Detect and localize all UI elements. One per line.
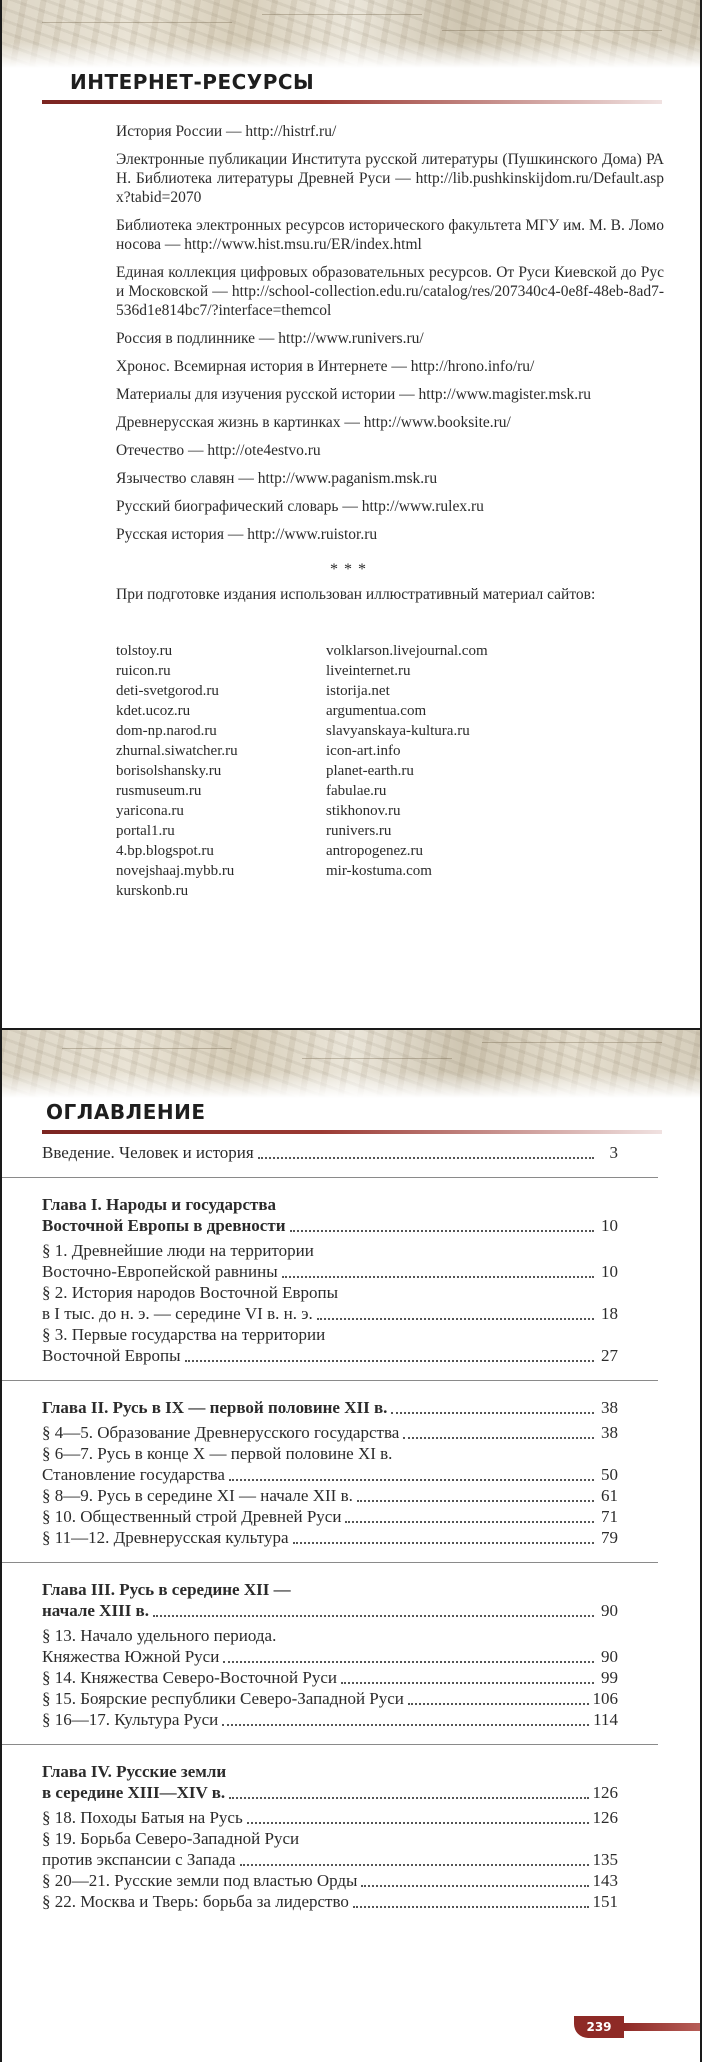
illustration-credit-text: При подготовке издания использован иллюстративный материал сайтов:	[116, 586, 596, 603]
leader-dots	[290, 1230, 595, 1232]
section-title: § 18. Походы Батыя на Русь	[42, 1808, 243, 1827]
section-title: § 13. Начало удельного периода.	[42, 1626, 277, 1645]
section-title: Становление государства	[42, 1465, 225, 1484]
toc-page-number: 71	[601, 1507, 618, 1526]
leader-dots	[353, 1906, 589, 1908]
toc-page-number: 143	[592, 1871, 618, 1890]
site-name: borisolshansky.ru	[116, 763, 222, 779]
toc-page-number: 114	[593, 1710, 618, 1729]
site-name: ruicon.ru	[116, 663, 171, 679]
sites-list-left	[116, 641, 238, 901]
site-name: slavyanskaya-kultura.ru	[326, 723, 470, 739]
toc-entry-section[interactable]	[42, 1303, 618, 1324]
section-title: § 6—7. Русь в конце X — первой половине XI в.	[42, 1444, 393, 1463]
toc-page-number: 10	[601, 1262, 618, 1281]
leader-dots	[222, 1724, 589, 1726]
site-name: mir-kostuma.com	[326, 863, 432, 879]
toc-entry-section[interactable]	[42, 1527, 618, 1548]
leader-dots	[403, 1437, 594, 1439]
section-title: § 4—5. Образование Древнерусского государства	[42, 1423, 400, 1442]
chapter-title: в середине XIII—XIV в.	[42, 1783, 226, 1802]
page-title: ОГЛАВЛЕНИЕ	[46, 1100, 206, 1124]
section-title: Восточной Европы	[42, 1346, 181, 1365]
site-name: istorija.net	[326, 683, 390, 699]
page-number-badge: 239	[574, 2016, 624, 2038]
section-title: Княжества Южной Руси	[42, 1647, 220, 1666]
toc-entry-section[interactable]	[42, 1464, 618, 1485]
chapter-title: Восточной Европы в древности	[42, 1216, 286, 1235]
site-name: icon-art.info	[326, 743, 401, 759]
section-title: § 19. Борьба Северо-Западной Руси	[42, 1829, 300, 1848]
site-name: zhurnal.siwatcher.ru	[116, 743, 238, 759]
site-name: stikhonov.ru	[326, 803, 401, 819]
section-title: в I тыс. до н. э. — середине VI в. н. э.	[42, 1304, 313, 1323]
section-title: Восточно-Европейской равнины	[42, 1262, 278, 1281]
resource-item: Хронос. Всемирная история в Интернете — http://hrono.info/ru/	[116, 358, 535, 375]
toc-entry-section[interactable]	[42, 1422, 618, 1443]
site-name: planet-earth.ru	[326, 763, 414, 779]
toc-page-number: 38	[601, 1398, 618, 1417]
toc-entry-section[interactable]	[42, 1506, 618, 1527]
page-title: ИНТЕРНЕТ-РЕСУРСЫ	[70, 70, 315, 94]
toc-entry-section[interactable]	[42, 1807, 618, 1828]
toc-page-number: 61	[601, 1486, 618, 1505]
site-name: kurskonb.ru	[116, 883, 189, 899]
leader-dots	[185, 1360, 595, 1362]
toc-entry-section[interactable]	[42, 1646, 618, 1667]
decorative-banner	[2, 0, 700, 68]
table-of-contents	[42, 1142, 618, 1912]
divider	[2, 1562, 658, 1563]
resource-item: История России — http://histrf.ru/	[116, 123, 337, 140]
toc-entry-section[interactable]	[42, 1849, 618, 1870]
resource-item: Электронные публикации Института русской литературы (Пушкинского Дома) РАН. Библиотека литературы Древней Руси — http://lib.pushkinskijdom.ru/Default.aspx?tabid=2070	[116, 151, 664, 206]
toc-page-number: 90	[601, 1601, 618, 1620]
site-name: yaricona.ru	[116, 803, 184, 819]
toc-entry-section[interactable]	[42, 1485, 618, 1506]
section-title: § 1. Древнейшие люди на территории	[42, 1241, 314, 1260]
section-title: против экспансии с Запада	[42, 1850, 236, 1869]
chapter-title: Глава III. Русь в середине XII —	[42, 1580, 291, 1599]
toc-entry-intro[interactable]	[42, 1142, 618, 1163]
resource-item: Русский биографический словарь — http://www.rulex.ru	[116, 498, 484, 515]
toc-entry-chapter-4[interactable]	[42, 1782, 618, 1803]
toc-page-number: 99	[601, 1668, 618, 1687]
resource-item: Библиотека электронных ресурсов исторического факультета МГУ им. М. В. Ломоносова — http://www.hist.msu.ru/ER/index.html	[116, 217, 664, 253]
site-name: argumentua.com	[326, 703, 427, 719]
leader-dots	[229, 1797, 588, 1799]
section-title: § 11—12. Древнерусская культура	[42, 1528, 289, 1547]
toc-page-number: 38	[601, 1423, 618, 1442]
resource-item: Единая коллекция цифровых образовательных ресурсов. От Руси Киевской до Руси Московской — http://school-collection.edu.ru/catalog/res/207340c4-0e8f-48eb-8ad7-536d1e814bc7/?interface=themcol	[116, 264, 664, 319]
page-number-ribbon	[624, 2023, 702, 2031]
section-title: § 14. Княжества Северо-Восточной Руси	[42, 1668, 337, 1687]
leader-dots	[240, 1864, 589, 1866]
site-name: rusmuseum.ru	[116, 783, 202, 799]
resources-page	[0, 0, 702, 1030]
resource-item: Отечество — http://ote4estvo.ru	[116, 442, 321, 459]
toc-entry-section[interactable]	[42, 1688, 618, 1709]
site-name: deti-svetgorod.ru	[116, 683, 219, 699]
toc-page-number: 151	[592, 1892, 618, 1911]
toc-entry-chapter-3[interactable]	[42, 1600, 618, 1621]
leader-dots	[229, 1479, 594, 1481]
leader-dots	[408, 1703, 589, 1705]
toc-entry-section[interactable]	[42, 1891, 618, 1912]
chapter-title: Глава IV. Русские земли	[42, 1762, 227, 1781]
leader-dots	[341, 1682, 594, 1684]
divider	[2, 1380, 658, 1381]
decorative-banner	[2, 1030, 700, 1098]
toc-page-number: 90	[601, 1647, 618, 1666]
divider	[2, 1177, 658, 1178]
chapter-title: начале XIII в.	[42, 1601, 149, 1620]
toc-entry-section[interactable]	[42, 1345, 618, 1366]
resource-item: Язычество славян — http://www.paganism.msk.ru	[116, 470, 438, 487]
toc-page-number: 126	[592, 1783, 618, 1802]
contents-page	[0, 1030, 702, 2062]
section-title: § 15. Боярские республики Северо-Западной Руси	[42, 1689, 404, 1708]
section-title: § 8—9. Русь в середине XI — начале XII в.	[42, 1486, 353, 1505]
site-name: portal1.ru	[116, 823, 175, 839]
toc-page-number: 18	[601, 1304, 618, 1323]
site-name: fabulae.ru	[326, 783, 387, 799]
site-name: kdet.ucoz.ru	[116, 703, 191, 719]
resource-list	[116, 122, 664, 553]
site-name: liveinternet.ru	[326, 663, 411, 679]
toc-entry-section[interactable]	[42, 1261, 618, 1282]
leader-dots	[282, 1276, 594, 1278]
site-name: dom-np.narod.ru	[116, 723, 217, 739]
site-name: tolstoy.ru	[116, 643, 173, 659]
leader-dots	[223, 1661, 594, 1663]
site-name: novejshaaj.mybb.ru	[116, 863, 235, 879]
toc-page-number: 27	[601, 1346, 618, 1365]
toc-page-number: 50	[601, 1465, 618, 1484]
toc-page-number: 3	[609, 1143, 618, 1162]
toc-entry-chapter-1[interactable]	[42, 1215, 618, 1236]
title-rule	[42, 100, 662, 104]
section-title: § 20—21. Русские земли под властью Орды	[42, 1871, 358, 1890]
toc-page-number: 10	[601, 1216, 618, 1235]
leader-dots	[317, 1318, 594, 1320]
toc-page-number: 79	[601, 1528, 618, 1547]
toc-entry-label: Введение. Человек и история	[42, 1143, 254, 1162]
section-title: § 3. Первые государства на территории	[42, 1325, 326, 1344]
site-name: antropogenez.ru	[326, 843, 424, 859]
toc-page-number: 135	[592, 1850, 618, 1869]
section-title: § 10. Общественный строй Древней Руси	[42, 1507, 342, 1526]
section-title: § 22. Москва и Тверь: борьба за лидерство	[42, 1892, 349, 1911]
leader-dots	[293, 1542, 594, 1544]
section-title: § 2. История народов Восточной Европы	[42, 1283, 339, 1302]
leader-dots	[357, 1500, 594, 1502]
resource-item: Русская история — http://www.ruistor.ru	[116, 526, 378, 543]
section-title: § 16—17. Культура Руси	[42, 1710, 219, 1729]
leader-dots	[247, 1822, 589, 1824]
leader-dots	[391, 1412, 594, 1414]
chapter-title: Глава II. Русь в IX — первой половине XII в.	[42, 1398, 388, 1417]
sites-list-right	[326, 641, 488, 881]
toc-page-number: 126	[592, 1808, 618, 1827]
site-name: volklarson.livejournal.com	[326, 643, 488, 659]
toc-entry-chapter-2[interactable]	[42, 1397, 618, 1418]
resource-item: Материалы для изучения русской истории — http://www.magister.msk.ru	[116, 386, 592, 403]
leader-dots	[361, 1885, 588, 1887]
resource-item: Древнерусская жизнь в картинках — http://www.booksite.ru/	[116, 414, 511, 431]
toc-entry-section[interactable]	[42, 1709, 618, 1730]
toc-page-number: 106	[592, 1689, 618, 1708]
section-separator: ***	[330, 561, 372, 578]
site-name: runivers.ru	[326, 823, 392, 839]
site-name: 4.bp.blogspot.ru	[116, 843, 214, 859]
leader-dots	[345, 1521, 594, 1523]
leader-dots	[153, 1615, 594, 1617]
title-rule	[42, 1130, 662, 1134]
divider	[2, 1744, 658, 1745]
toc-entry-section[interactable]	[42, 1667, 618, 1688]
chapter-title: Глава I. Народы и государства	[42, 1195, 277, 1214]
toc-entry-section[interactable]	[42, 1870, 618, 1891]
resource-item: Россия в подлиннике — http://www.runivers.ru/	[116, 330, 424, 347]
leader-dots	[258, 1157, 594, 1159]
